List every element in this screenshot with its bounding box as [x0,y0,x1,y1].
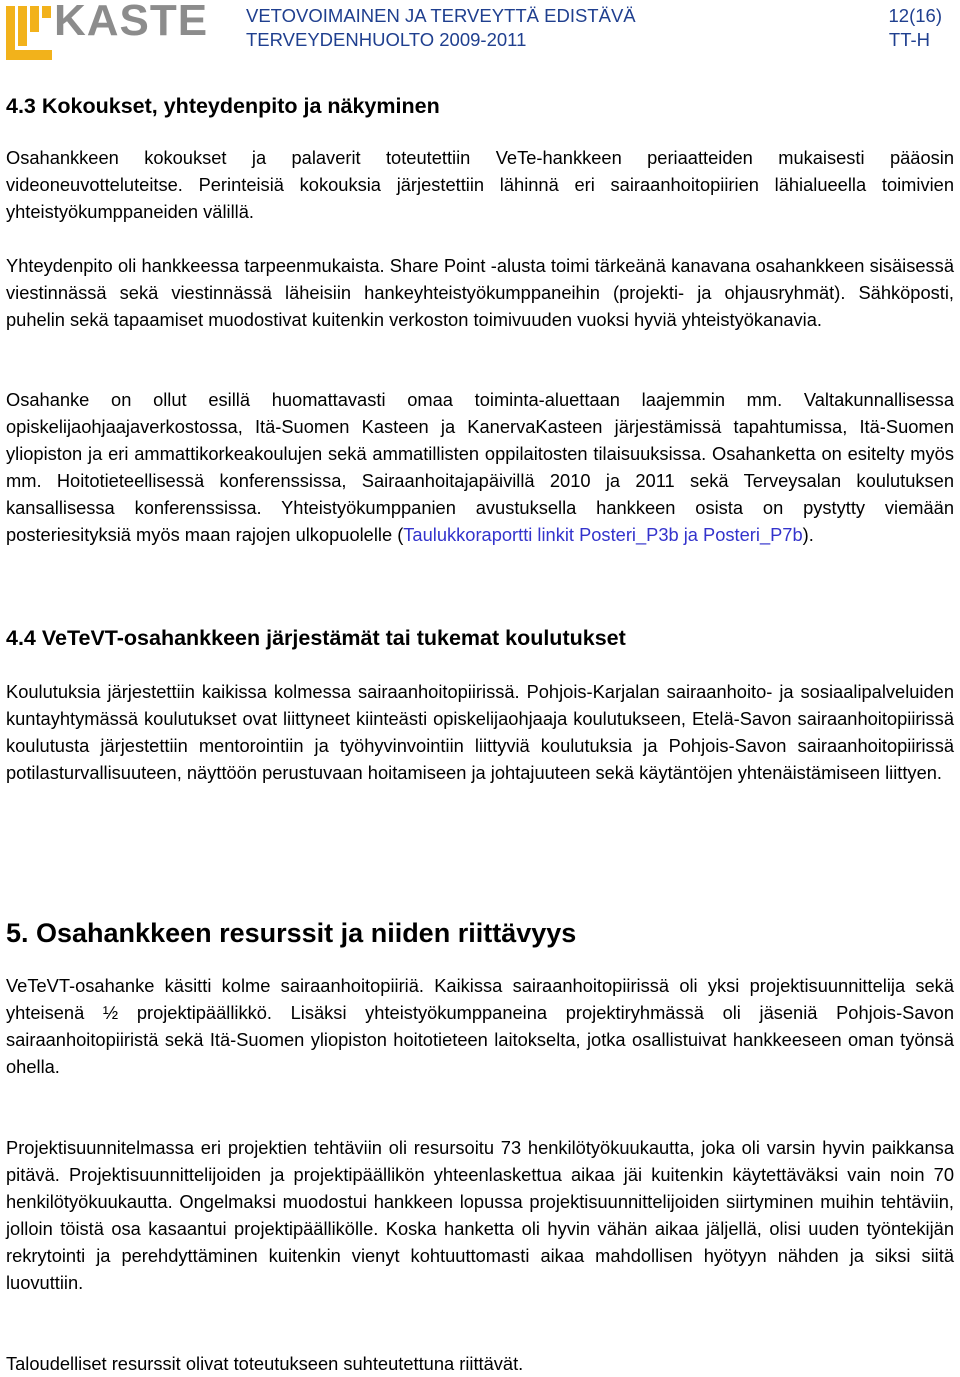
logo-text: KASTE [54,0,209,45]
paragraph-3-text: Osahanke on ollut esillä huomattavasti omaa toiminta-aluettaan laajemmin mm. Valtakunnallisessa opiskelijaohjaajaverkostossa, Itä-Suomen Kasteen ja KanervaKasteen järjestämissä tapahtumissa, Itä-Suomen yliopiston ja eri ammattikorkeakoulujen sekä ammatillisten oppilaitosten tilaisuuksissa. Osahanketta on esitelty myös mm. Hoitotieteellisessä konferenssissa, Sairaanhoitajapäivillä 2010 ja 2011 sekä Terveysalan koulutuksen kansallisessa konferenssissa. Yhteistyökumppanien avustuksella hankkeen osista on pystytty viemään posteriesityksiä myös maan rajojen ulkopuolelle ( [6,389,954,545]
header-title-line2: TERVEYDENHUOLTO 2009-2011 [246,29,527,50]
section-4-4-paragraph-1: Koulutuksia järjestettiin kaikissa kolmessa sairaanhoitopiirissä. Pohjois-Karjalan sairaanhoito- ja sosiaalipalveluiden kuntayhtymässä koulutukset ovat liittyneet kiinteästi opiskelijaohjaaja koulutukseen, Etelä-Savon sairaanhoitopiirissä koulutusta järjestettiin mentorointiin ja työhyvinvointiin liittyviä koulutuksia ja Pohjois-Savon sairaanhoitopiirissä potilasturvallisuuteen, näyttöön perustuvaan hoitamiseen ja johtajuuteen sekä käytäntöjen yhtenäistämiseen liittyen. [6,681,954,783]
page-header [0,0,960,66]
section-5-paragraph-1: VeTeVT-osahanke käsitti kolme sairaanhoitopiiriä. Kaikissa sairaanhoitopiirissä oli yksi projektisuunnittelija sekä yhteisenä ½ projektipäällikkö. Lisäksi yhteistyökumppaneina projektiryhmässä oli jäseniä Pohjois-Savon sairaanhoitopiiristä sekä Itä-Suomen yliopiston hoitotieteen laitokselta, jotka osallistuivat hankkeeseen oman työnsä ohella. [6,975,954,1077]
kaste-logo [4,0,214,62]
section-4-3-paragraph-1: Osahankkeen kokoukset ja palaverit toteutettiin VeTe-hankkeen periaatteiden mukaisesti pääosin videoneuvotteluteitse. Perinteisiä kokouksia järjestettiin lähinnä eri sairaanhoitopiirien lähialueella toimivien yhteistyökumppaneiden välillä. [6,147,954,222]
section-5-heading: 5. Osahankkeen resurssit ja niiden riittävyys [6,918,577,948]
header-title-line1: VETOVOIMAINEN JA TERVEYTTÄ EDISTÄVÄ [246,5,636,26]
section-5-paragraph-3: Taloudelliset resurssit olivat toteutukseen suhteutettuna riittävät. [6,1353,524,1374]
document-code: TT-H [888,29,930,50]
page-number: 12(16) [888,5,942,26]
section-4-4-heading: 4.4 VeTeVT-osahankkeen järjestämät tai tukemat koulutukset [6,626,626,650]
posteri-report-link[interactable]: Taulukkoraportti linkit Posteri_P3b ja Posteri_P7b [403,524,803,545]
section-4-3-paragraph-3 [6,386,954,548]
logo-mark-icon [4,0,56,62]
section-4-3-heading: 4.3 Kokoukset, yhteydenpito ja näkyminen [6,94,440,118]
paragraph-3-end: ). [802,524,814,545]
section-4-3-paragraph-2: Yhteydenpito oli hankkeessa tarpeenmukaista. Share Point -alusta toimi tärkeänä kanavana osahankkeen sisäisessä viestinnässä sekä viestinnässä läheisiin hankeyhteistyökumppaneihin (projekti- ja ohjausryhmät). Sähköposti, puhelin sekä tapaamiset muodostivat kuitenkin verkoston toimivuuden vuoksi hyviä yhteistyökanavia. [6,255,954,330]
section-5-paragraph-2: Projektisuunnitelmassa eri projektien tehtäviin oli resursoitu 73 henkilötyökuukautta, joka oli varsin hyvin paikkansa pitävä. Projektisuunnittelijoiden ja projektipäällikön yhteenlaskettua aikaa jäi kuitenkin käytettäväksi vain noin 70 henkilötyökuukautta. Ongelmaksi muodostui hankkeen lopussa projektisuunnittelijoiden siirtyminen muihin tehtäviin, jolloin töistä osa kasaantui projektipäällikölle. Koska hanketta oli hyvin vähän aikaa jäljellä, olisi uuden työntekijän rekrytointi ja perehdyttäminen kuitenkin vienyt kohtuuttomasti aikaa mahdollisen hyötyyn nähden ja siksi siitä luovuttiin. [6,1137,954,1293]
